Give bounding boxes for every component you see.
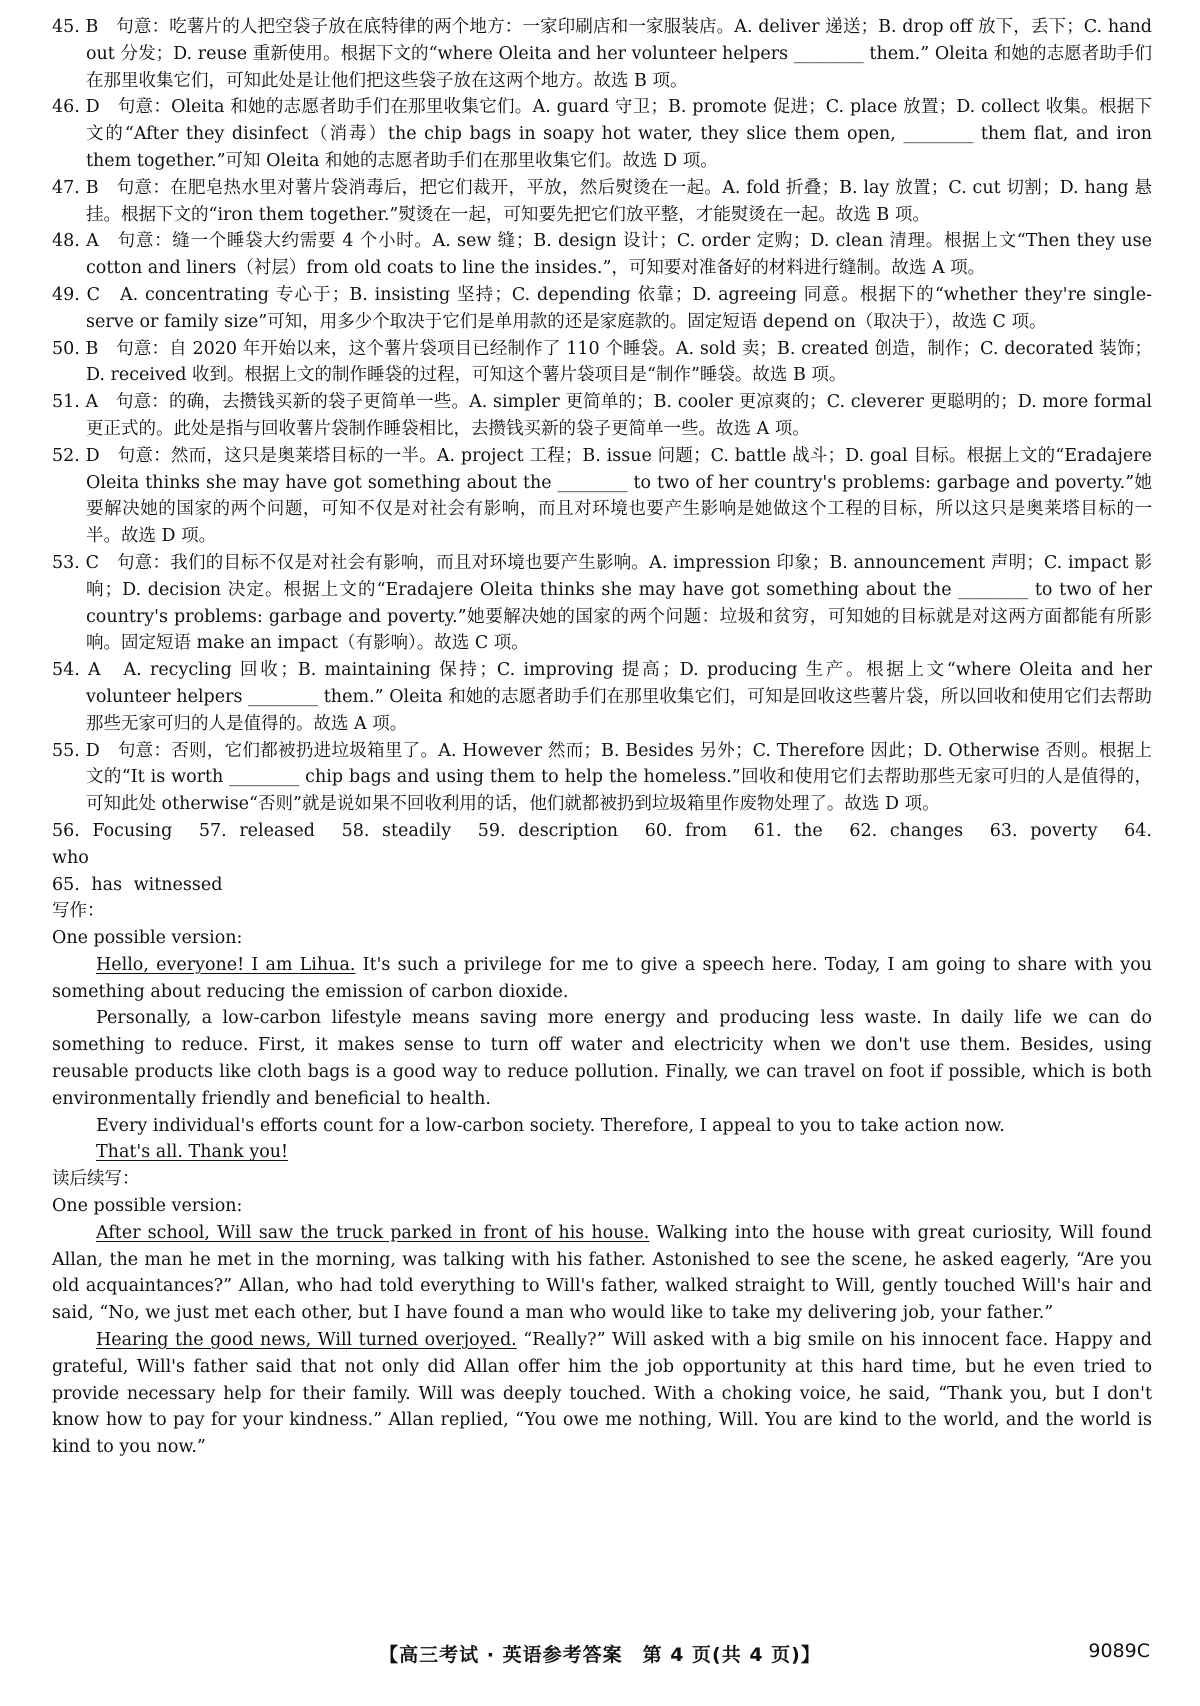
answer-explanation: 句意：吃薯片的人把空袋子放在底特律的两个地方：一家印刷店和一家服装店。A. deliver 递送；B. drop off 放下，丢下；C. hand out 分发；D. reuse 重新使用。根据下文的“where Oleita and her volunteer helpers ________ them.” Oleita 和她的志愿者助手们在那里收集它们，可知此处是让他们把这些袋子放在这两个地方。故选 B 项。 [86, 17, 1153, 91]
answer-explanation: 句意：然而，这只是奥莱塔目标的一半。A. project 工程；B. issue 问题；C. battle 战斗；D. goal 目标。根据上文的“Eradajere Oleita thinks she may have got something about the ________ to two of her country's problems: garbage and poverty.”她要解决她的国家的两个问题，可知不仅是对社会有影响，而且对环境也要产生影响是她做这个工程的目标，所以这只是奥莱塔目标的一半。故选 D 项。 [86, 445, 1152, 547]
fill-answer: 58. steadily [341, 820, 452, 841]
fill-answer: 59. description [477, 820, 619, 841]
answer-number: 48. A [52, 231, 99, 252]
paragraph-text: It's such a privilege for me to give a speech here. Today, I am going to share with you something about reducing the emission of carbon dioxide. [52, 954, 1153, 1002]
answer-item [52, 389, 1152, 443]
underlined-sentence: That's all. Thank you! [96, 1142, 289, 1163]
answer-number: 46. D [52, 97, 100, 118]
page-footer [0, 1640, 1200, 1670]
fill-answer: 65. has witnessed [52, 874, 223, 895]
answer-number: 49. C [52, 284, 101, 305]
answer-explanation: 句意：在肥皂热水里对薯片袋消毒后，把它们裁开，平放，然后熨烫在一起。A. fold 折叠；B. lay 放置；C. cut 切割；D. hang 悬挂。根据下文的“iron them together.”熨烫在一起，可知要先把它们放平整，才能熨烫在一起。故选 B 项。 [86, 177, 1153, 225]
writing-paragraph: Every individual's efforts count for a low-carbon society. Therefore, I appeal to you to take action now. [96, 1115, 1005, 1136]
continuation-paragraph [52, 1327, 1152, 1461]
answer-explanation: 句意：的确，去攒钱买新的袋子更简单一些。A. simpler 更简单的；B. cooler 更凉爽的；C. cleverer 更聪明的；D. more formal 更正式的。此处是指与回收薯片袋制作睡袋相比，去攒钱买新的袋子更简单一些。故选 A 项。 [86, 392, 1152, 439]
fill-answer: 56. Focusing [52, 820, 173, 841]
writing-paragraph [52, 952, 1152, 1006]
footer-code: 9089C [1088, 1640, 1150, 1662]
answer-item [52, 228, 1152, 282]
writing-version-label: One possible version: [52, 928, 243, 949]
answer-number: 47. B [52, 177, 99, 198]
answer-explanation: 句意：缝一个睡袋大约需要 4 个小时。A. sew 缝；B. design 设计；C. order 定购；D. clean 清理。根据上文“Then they use cotton and liners（衬层）from old coats to line the insides.”，可知要对准备好的材料进行缝制。故选 A 项。 [86, 231, 1152, 279]
answer-explanation: 句意：Oleita 和她的志愿者助手们在那里收集它们。A. guard 守卫；B. promote 促进；C. place 放置；D. collect 收集。根据下文的“After they disinfect（消毒）the chip bags in soapy hot water, they slice them open, ________ them flat, and iron them together.”可知 Oleita 和她的志愿者助手们在那里收集它们。故选 D 项。 [86, 97, 1152, 171]
continuation-version-label: One possible version: [52, 1196, 243, 1217]
answer-explanation: A. concentrating 专心于；B. insisting 坚持；C. depending 依靠；D. agreeing 同意。根据下的“whether they're single-serve or family size”可知，用多少个取决于它们是单用款的还是家庭款的。固定短语 depend on（取决于），故选 C 项。 [86, 284, 1152, 332]
answer-explanation: 句意：自 2020 年开始以来，这个薯片袋项目已经制作了 110 个睡袋。A. sold 卖；B. created 创造，制作；C. decorated 装饰；D. received 收到。根据上文的制作睡袋的过程，可知这个薯片袋项目是“制作”睡袋。故选 B 项。 [86, 338, 1152, 386]
writing-section [52, 898, 1152, 1166]
underlined-sentence: After school, Will saw the truck parked in front of his house. [96, 1222, 650, 1243]
answer-explanation: 句意：我们的目标不仅是对社会有影响，而且对环境也要产生影响。A. impression 印象；B. announcement 声明；C. impact 影响；D. decision 决定。根据上文的“Eradajere Oleita thinks she may have got something about the ________ to two of her country's problems: garbage and poverty.”她要解决她的国家的两个问题：垃圾和贫穷，可知她的目标就是对这两方面都能有所影响。固定短语 make an impact（有影响）。故选 C 项。 [86, 552, 1152, 654]
fill-answer: 63. poverty [989, 820, 1098, 841]
answer-item [52, 738, 1152, 818]
answer-item [52, 175, 1152, 229]
writing-paragraph [52, 1139, 1152, 1166]
answer-number: 45. B [52, 17, 99, 37]
fill-answer: 61. the [753, 820, 823, 841]
fill-answer: 62. changes [849, 820, 964, 841]
paragraph-text: Walking into the house with great curiosity, Will found Allan, the man he met in the morning, was talking with his father. Astonished to see the scene, he asked eagerly, “Are you old acquaintances?” Allan, who had told everything to Will's father, walked straight to Will, gently touched Will's hair and said, “No, we just met each other, but I have found a man who would like to take my delivering job, your father.” [52, 1222, 1152, 1324]
continuation-paragraph [52, 1220, 1152, 1327]
answer-number: 55. D [52, 740, 100, 761]
answer-item [52, 657, 1152, 737]
answer-item [52, 550, 1152, 657]
answer-number: 54. A [52, 660, 101, 681]
continuation-heading: 读后续写： [52, 1169, 140, 1190]
answer-number: 52. D [52, 445, 100, 466]
answer-item [52, 282, 1152, 336]
answer-explanation: A. recycling 回收；B. maintaining 保持；C. improving 提高；D. producing 生产。根据上文“where Oleita and her volunteer helpers ________ them.” Oleita 和她的志愿者助手们在那里收集它们，可知是回收这些薯片袋，所以回收和使用它们去帮助那些无家可归的人是值得的。故选 A 项。 [86, 660, 1152, 734]
fill-answer: 64. who [52, 820, 1152, 868]
answer-item [52, 14, 1152, 94]
fill-answer: 57. released [198, 820, 315, 841]
writing-heading: 写作： [52, 901, 105, 922]
continuation-section [52, 1166, 1152, 1461]
answer-key-page [52, 14, 1152, 1461]
answer-number: 53. C [52, 552, 100, 573]
answer-number: 50. B [52, 338, 99, 359]
cloze-answers [52, 14, 1152, 818]
fill-answer: 60. from [644, 820, 728, 841]
answer-item [52, 443, 1152, 550]
answer-explanation: 句意：否则，它们都被扔进垃圾箱里了。A. However 然而；B. Besides 另外；C. Therefore 因此；D. Otherwise 否则。根据上文的“It is worth ________ chip bags and using them to help the homeless.”回收和使用它们去帮助那些无家可归的人是值得的，可知此处 otherwise“否则”就是说如果不回收利用的话，他们就都被扔到垃圾箱里作废物处理了。故选 D 项。 [86, 740, 1152, 815]
grammar-fill-answers-line2 [52, 872, 1152, 899]
grammar-fill-answers [52, 818, 1152, 872]
writing-paragraph: Personally, a low-carbon lifestyle means saving more energy and producing less waste. In daily life we can do something to reduce. First, it makes sense to turn off water and electricity when we don't use them. Besides, using reusable products like cloth bags is a good way to reduce pollution. Finally, we can travel on foot if possible, which is both environmentally friendly and beneficial to health. [52, 1008, 1152, 1109]
paragraph-text: “Really?” Will asked with a big smile on his innocent face. Happy and grateful, Will's father said that not only did Allan offer him the job opportunity at this hard time, but he even tried to provide necessary help for their family. Will was deeply touched. With a choking voice, he said, “Thank you, but I don't know how to pay for your kindness.” Allan replied, “You owe me nothing, Will. You are kind to the world, and the world is kind to you now.” [52, 1330, 1153, 1458]
underlined-sentence: Hello, everyone! I am Lihua. [96, 954, 356, 975]
answer-item [52, 94, 1152, 174]
answer-number: 51. A [52, 392, 99, 413]
underlined-sentence: Hearing the good news, Will turned overjoyed. [96, 1330, 517, 1351]
footer-title: 【高三考试 · 英语参考答案 第 4 页(共 4 页)】 [379, 1644, 821, 1666]
answer-item [52, 336, 1152, 390]
